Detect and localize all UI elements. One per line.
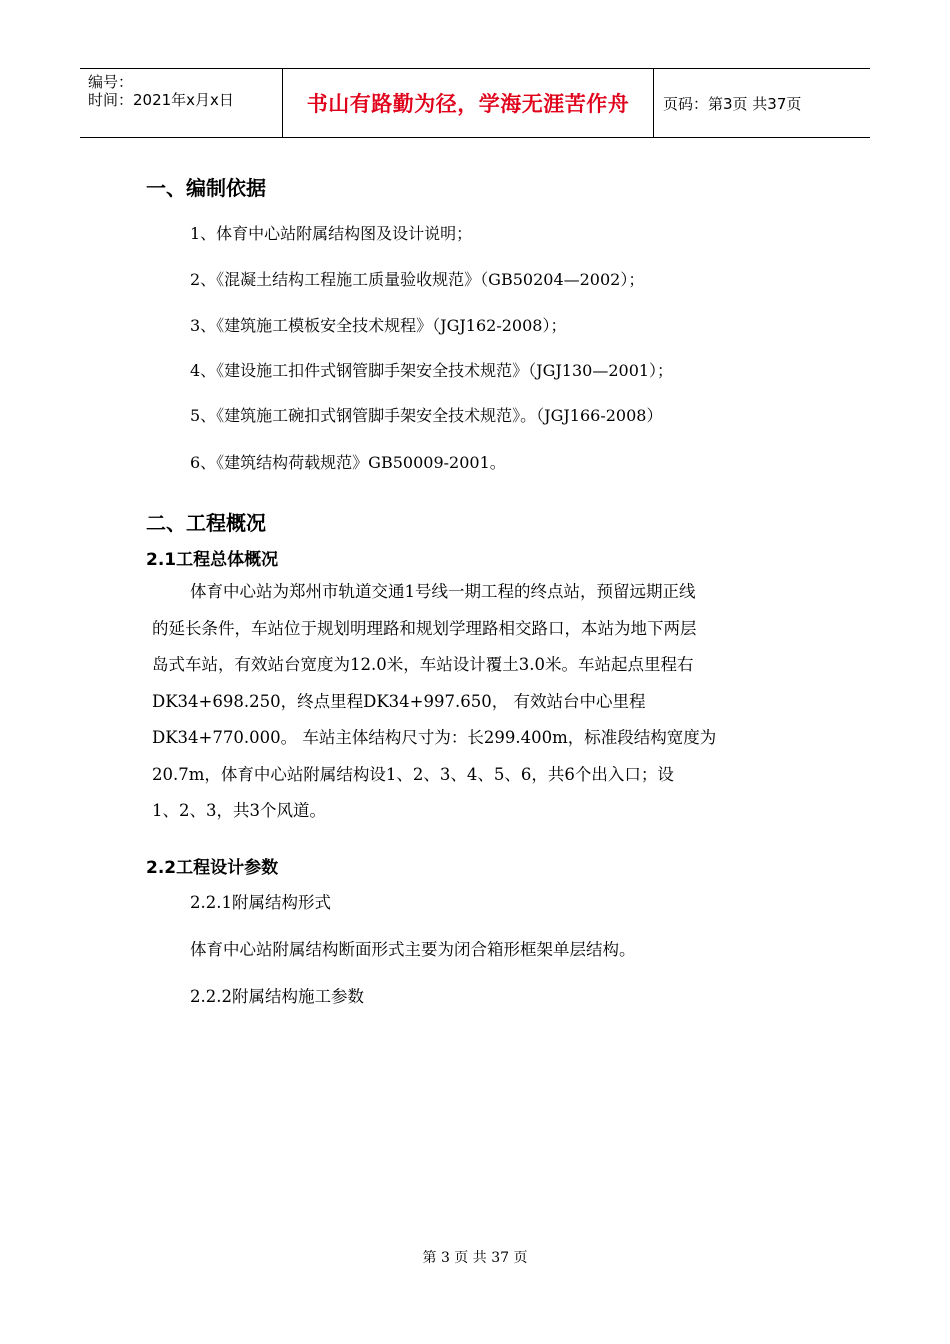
header-page-info: 页码：第3页 共37页 — [663, 94, 802, 113]
overview-paragraph — [152, 574, 802, 830]
reference-item: 3、《建筑施工模板安全技术规程》（JGJ162-2008）； — [190, 316, 567, 335]
header-left-cell — [80, 69, 282, 137]
reference-item: 4、《建设施工扣件式钢管脚手架安全技术规范》（JGJ130—2001）； — [190, 361, 674, 380]
paragraph-line: 1、2、3，共3个风道。 — [152, 801, 326, 820]
subsection-2-2-1-heading: 2.2.1附属结构形式 — [190, 893, 331, 912]
paragraph-line: 体育中心站为郑州市轨道交通1号线一期工程的终点站，预留远期正线 — [190, 582, 696, 601]
document-header — [80, 68, 870, 138]
paragraph-line: 20.7m，体育中心站附属结构设1、2、3、4、5、6，共6个出入口；设 — [152, 764, 674, 784]
structure-form-text: 体育中心站附属结构断面形式主要为闭合箱形框架单层结构。 — [190, 940, 636, 959]
document-time-label: 时间：2021年x月x日 — [88, 91, 234, 109]
subsection-2-2-heading: 2.2工程设计参数 — [146, 858, 279, 878]
paragraph-line: 岛式车站，有效站台宽度为12.0米，车站设计覆土3.0米。车站起点里程右 — [152, 655, 694, 674]
page-footer: 第 3 页 共 37 页 — [422, 1250, 528, 1266]
section-1-heading: 一、编制依据 — [146, 176, 266, 200]
subsection-2-1-heading: 2.1工程总体概况 — [146, 550, 279, 570]
document-number-label: 编号： — [88, 73, 134, 91]
reference-item: 6、《建筑结构荷载规范》GB50009-2001。 — [190, 453, 506, 472]
subsection-2-2-2-heading: 2.2.2附属结构施工参数 — [190, 987, 364, 1006]
reference-item: 2、《混凝土结构工程施工质量验收规范》（GB50204—2002）； — [190, 270, 645, 289]
header-motto: 书山有路勤为径，学海无涯苦作舟 — [306, 92, 630, 116]
header-motto-cell — [282, 69, 654, 137]
reference-item: 5、《建筑施工碗扣式钢管脚手架安全技术规范》。（JGJ166-2008） — [190, 406, 663, 425]
reference-item: 1、体育中心站附属结构图及设计说明； — [190, 224, 473, 243]
section-2-heading: 二、工程概况 — [146, 511, 266, 535]
paragraph-line: 的延长条件，车站位于规划明理路和规划学理路相交路口，本站为地下两层 — [152, 618, 697, 638]
paragraph-line: DK34+698.250，终点里程DK34+997.650， 有效站台中心里程 — [152, 691, 646, 711]
paragraph-line: DK34+770.000。 车站主体结构尺寸为：长299.400m，标准段结构宽度为 — [152, 728, 717, 747]
